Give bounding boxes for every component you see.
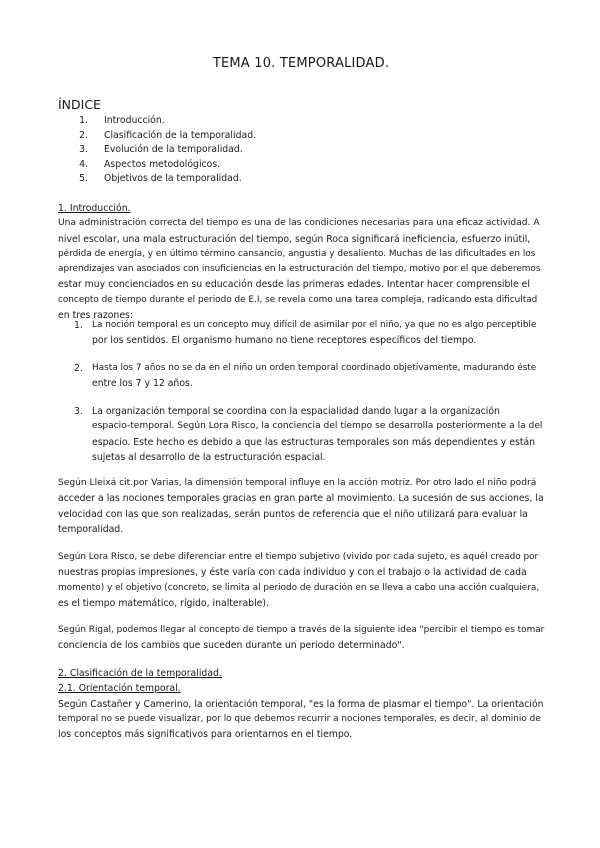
index-item: 5. Objetivos de la temporalidad. bbox=[79, 173, 242, 185]
paragraph-lora-risco: Según Lora Risco, se debe diferenciar entre el tiempo subjetivo (vivido por cada sujeto, es aquél creado por nuestras propias impresiones, y éste varía con cada individuo y con el trabajo o la actividad de cada momento) y el objetivo (concreto, se limita al periodo de duración en se lleva a cabo una acción cualquiera, es el tiempo matemático, rígido, inalterable). bbox=[58, 552, 540, 609]
index-item: 4. Aspectos metodológicos. bbox=[79, 158, 221, 170]
index-item: 1. Introducción. bbox=[79, 115, 165, 126]
index-heading: ÍNDICE bbox=[58, 97, 101, 112]
text-line: Una administración correcta del tiempo es una de las condiciones necesarias para una eficaz actividad. A bbox=[58, 218, 540, 229]
text-line: concepto de tiempo durante el periodo de E.I, se revela como una tarea compleja, radicando esta dificultad bbox=[58, 294, 538, 305]
subsection-heading: 2.1. Orientación temporal. bbox=[58, 683, 181, 695]
section-heading: 2. Clasificación de la temporalidad. bbox=[58, 668, 222, 679]
text-line: aprendizajes van asociados con insuficiencias en la estructuración del tiempo, motivo por el que deberemos bbox=[58, 264, 541, 275]
section-2: 2. Clasificación de la temporalidad. 2.1. Orientación temporal. Según Castañer y Camerino, la orientación temporal, "es la forma de plasmar el tiempo". La orientación temporal no se puede visualizar, por lo que debemos recurrir a nociones temporales, es decir, al dominio de los conceptos más significativos para orientarnos en el tiempo. bbox=[58, 668, 544, 741]
text-line: nivel escolar, una mala estructuración del tiempo, según Roca significará ineficiencia, esfuerzo inútil, bbox=[58, 233, 531, 245]
reason-item: 3. La organización temporal se coordina con la espacialidad dando lugar a la organización espacio-temporal. Según Lora Risco, la conciencia del tiempo se desarrolla posteriormente a la del espacio. Este hecho es debido a que las estructuras temporales son más dependientes y están sujetas al desarrollo de la estructuración espacial. bbox=[74, 406, 543, 463]
text-line: pérdida de energía, y en último término cansancio, angustia y desaliento. Muchas de las dificultades en los bbox=[58, 248, 536, 259]
reasons-list bbox=[58, 361, 544, 392]
paragraph-rigal: Según Rigal, podemos llegar al concepto de tiempo a través de la siguiente idea "percibir el tiempo es tomar conciencia de los cambios que suceden durante un periodo determinado". bbox=[58, 625, 545, 652]
text-line: en tres razones: bbox=[58, 310, 134, 322]
reason-item: 2. Hasta los 7 años no se da en el niño un orden temporal coordinado objetivamente, madurando éste entre los 7 y 12 años. bbox=[74, 363, 537, 390]
paragraph-lleixa: Según Lleixá cit.por Varias, la dimensión temporal influye en la acción motriz. Por otro lado el niño podrá acceder a las nociones temporales gracias en gran parte al movimiento. La sucesión de sus acciones, la velocidad con las que son realizadas, serán puntos de referencia que el niño utilizará para evaluar la temporalidad. bbox=[58, 478, 544, 535]
text-line: estar muy concienciados en su educación desde las primeras edades. Intentar hacer comprensible el bbox=[58, 279, 530, 291]
index-list bbox=[58, 114, 256, 187]
page-title: TEMA 10. TEMPORALIDAD. bbox=[212, 56, 390, 71]
section-heading: 1. Introducción. bbox=[58, 203, 131, 214]
reasons-list bbox=[58, 318, 544, 349]
reason-item: 1. La noción temporal es un concepto muy difícil de asimilar por el niño, ya que no es algo perceptible por los sentidos. El organismo humano no tiene receptores específicos del tiempo. bbox=[74, 320, 537, 347]
section-1 bbox=[58, 201, 544, 323]
reasons-list bbox=[58, 404, 544, 465]
index-item: 2. Clasificación de la temporalidad. bbox=[79, 129, 257, 141]
index-item: 3. Evolución de la temporalidad. bbox=[79, 144, 243, 156]
